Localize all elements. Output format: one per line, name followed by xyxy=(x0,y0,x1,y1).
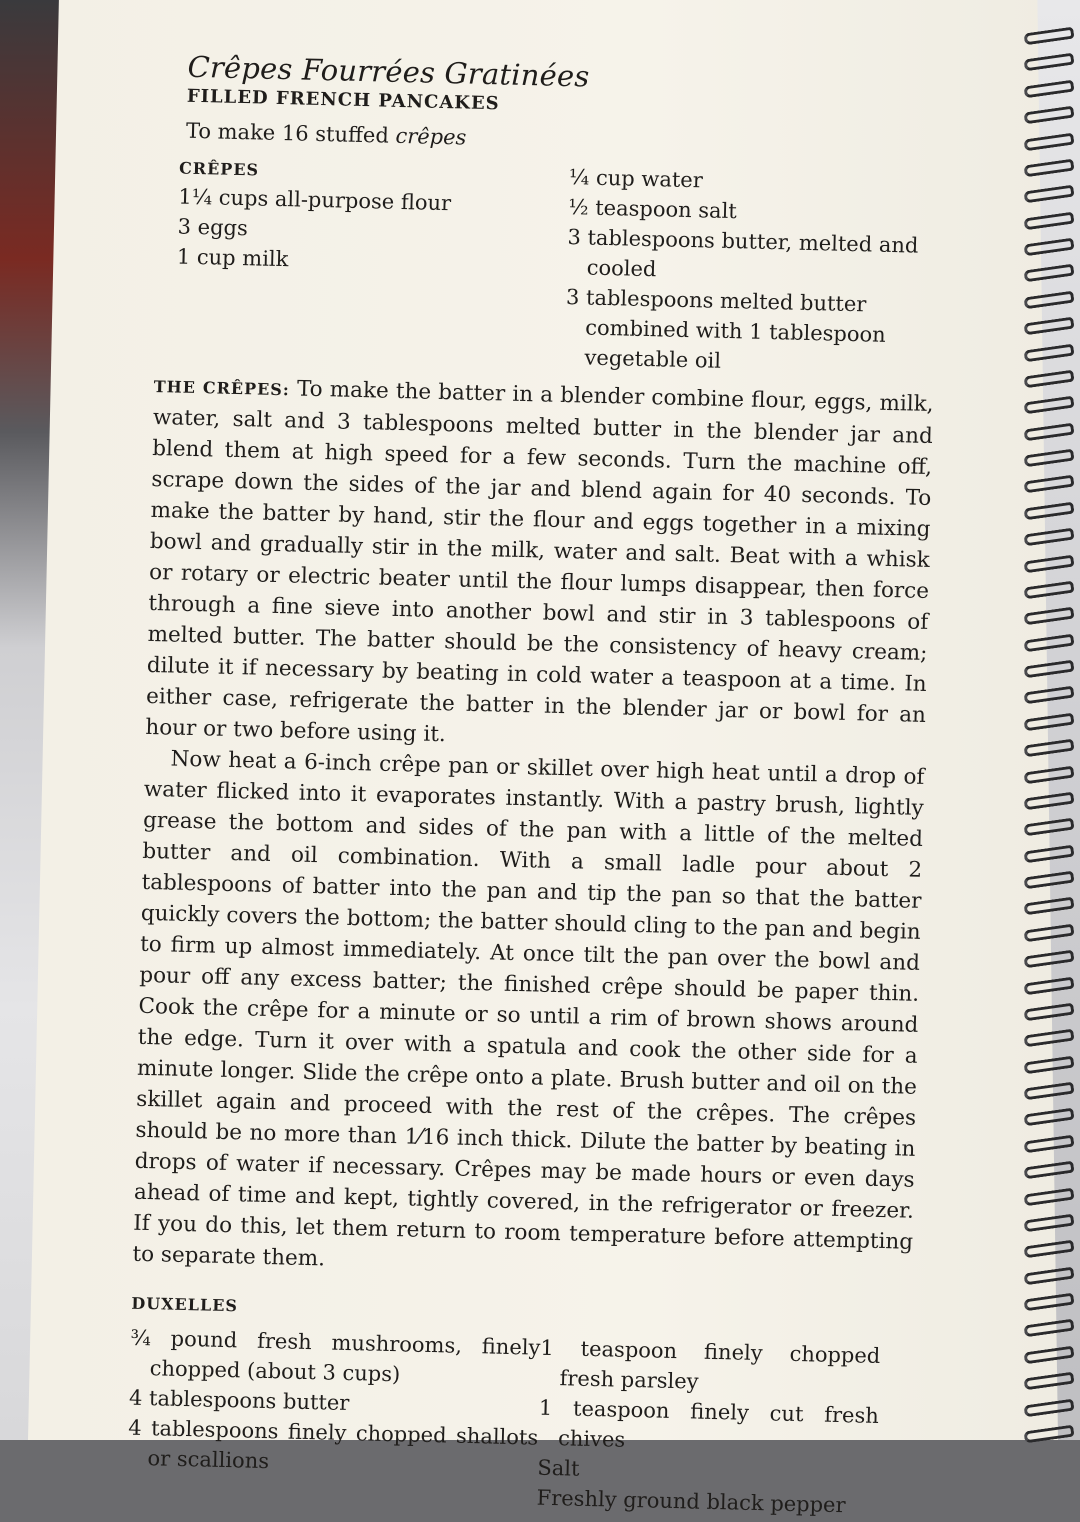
ingredient: 3 tablespoons melted butter combined with 1 tablespoon vegetable oil xyxy=(565,285,887,373)
method-text xyxy=(126,370,933,1522)
ingredient: 3 tablespoons butter, melted and cooled xyxy=(567,225,919,282)
recipe-text xyxy=(82,48,937,1522)
crepes-heading: CRÊPES xyxy=(178,158,260,180)
ingredient: ½ teaspoon salt xyxy=(567,195,738,224)
crepes-ingredients xyxy=(174,149,935,381)
ingredient: 1 teaspoon finely cut fresh chives xyxy=(538,1395,880,1452)
crepes-ingredients-left xyxy=(174,149,569,372)
yield-italic: crêpes xyxy=(395,123,467,150)
method-lead: THE CRÊPES: xyxy=(153,376,291,400)
duxelles-heading: DUXELLES xyxy=(131,1293,239,1316)
ingredient: Salt xyxy=(537,1455,580,1481)
ingredient: ¼ cup water xyxy=(568,165,704,193)
spiral-binding xyxy=(1016,30,1080,1440)
method-paragraph-2: Now heat a 6-inch crêpe pan or skillet over high heat until a drop of water flicked into it evaporates instantly. With a pastry brush, lightly grease the bottom and sides of the pan with a little of the melted butter and oil combination. With a small ladle pour about 2 tablespoons of batter into the pan and tip the pan so that the batter quickly covers the bottom; the batter should cling to the pan and begin to firm up almost immediately. At once tilt the pan over the bowl and pour off any excess batter; the finished crêpe should be paper thin. Cook the crêpe for a minute or so until a rim of brown shows around the edge. Turn it over with a spatula and cook the other side for a minute longer. Slide the crêpe onto a plate. Brush butter and oil on the skillet again and proceed with the rest of the crêpes. The crêpes should be no more than 1⁄16 inch thick. Dilute the batter by beating in drops of water if necessary. Crêpes may be made hours or even days ahead of time and kept, tightly covered, in the refrigerator or freezer. If you do this, let them return to room temperature before attempting to separate them. xyxy=(132,746,925,1272)
recipe-title: Crêpes Fourrées Gratinées xyxy=(187,49,590,94)
duxelles-ingredients-left xyxy=(126,1323,540,1513)
recipe-subtitle: FILLED FRENCH PANCAKES xyxy=(186,85,500,115)
duxelles-ingredients xyxy=(126,1288,911,1522)
ingredient: 4 tablespoons finely chopped shallots or scallions xyxy=(128,1415,539,1474)
ingredient: 1¼ cups all-purpose flour xyxy=(178,184,452,216)
yield-text: To make 16 stuffed xyxy=(185,118,396,148)
method-paragraph-1 xyxy=(145,370,934,762)
ingredient: Freshly ground black pepper xyxy=(536,1485,846,1518)
ingredient: 1 cup milk xyxy=(176,244,289,272)
ingredient: 1 teaspoon finely chopped fresh parsley xyxy=(540,1335,881,1394)
ingredient: ¾ pound fresh mushrooms, finely chopped (about 3 cups) xyxy=(130,1325,541,1387)
ingredient: 4 tablespoons butter xyxy=(128,1385,350,1416)
crepes-ingredients-right xyxy=(564,158,929,381)
method-para1-text: To make the batter in a blender combine flour, eggs, milk, water, salt and 3 tablespoons melted butter in the blender jar and blend them at high speed for a few seconds. Turn the machine off, scrape down the sides of the jar and blend again for 40 seconds. To make the batter by hand, stir the flour and eggs together in a mixing bowl and gradually stir in the milk, water and salt. Beat with a whisk or rotary or electric beater until the flour lumps disappear, then force through a fine sieve into another bowl and stir in 3 tablespoons of melted butter. The batter should be the consistency of heavy cream; dilute it if necessary by beating in cold water a teaspoon at a time. In either case, refrigerate the batter in the blender jar or bowl for an hour or two before using it. xyxy=(145,376,934,748)
duxelles-ingredients-right xyxy=(536,1333,880,1521)
ingredient: 3 eggs xyxy=(177,214,249,241)
